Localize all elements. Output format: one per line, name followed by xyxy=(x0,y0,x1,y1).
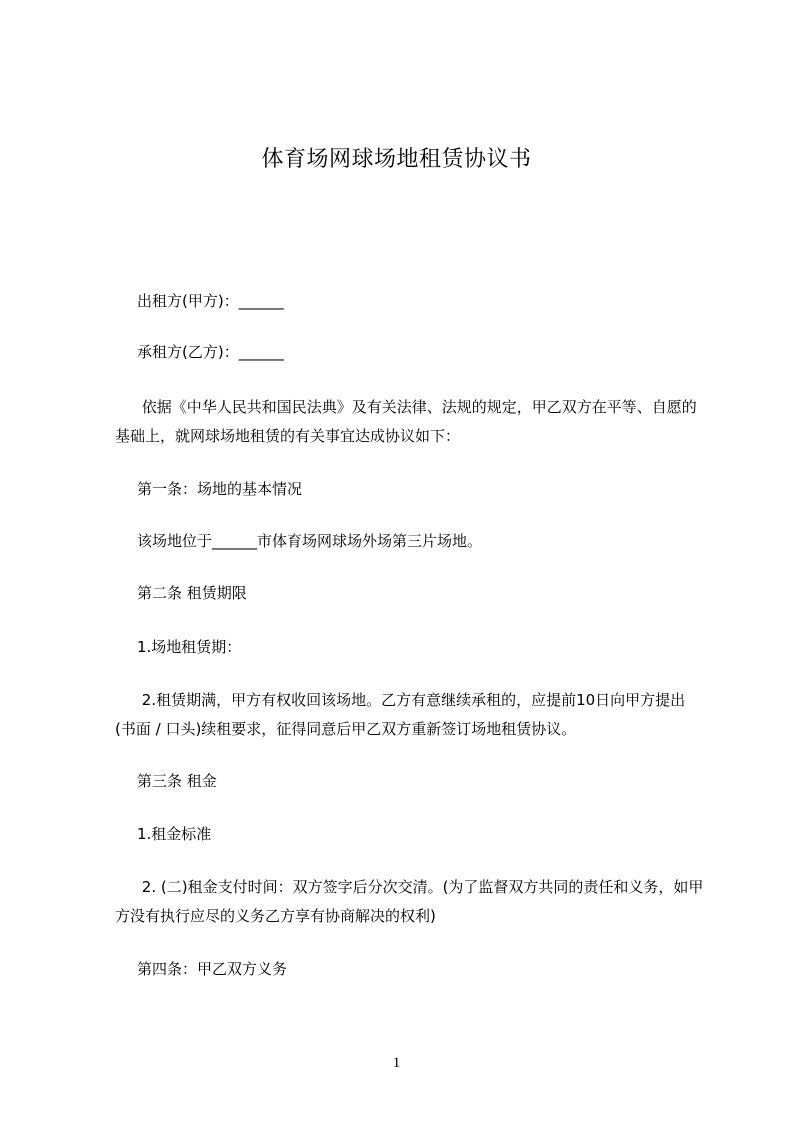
paragraph-article-2-heading: 第二条 租赁期限 xyxy=(137,584,247,602)
paragraph-lease-expiry: 2.租赁期满，甲方有权收回该场地。乙方有意继续承租的，应提前10日向甲方提出(书面 / 口头)续租要求，征得同意后甲乙双方重新签订场地租赁协议。 xyxy=(115,691,686,738)
paragraph-preamble: 依据《中华人民共和国民法典》及有关法律、法规的规定，甲乙双方在平等、自愿的基础上，就网球场地租赁的有关事宜达成协议如下： xyxy=(115,398,697,445)
paragraph-article-4-heading: 第四条：甲乙双方义务 xyxy=(137,960,288,978)
paragraph-article-3-heading: 第三条 租金 xyxy=(137,772,217,790)
paragraph-lessor: 出租方(甲方)：______ xyxy=(137,292,284,310)
page-number: 1 xyxy=(392,1055,401,1071)
document-title: 体育场网球场地租赁协议书 xyxy=(261,147,532,172)
paragraph-article-1-heading: 第一条：场地的基本情况 xyxy=(137,480,303,498)
paragraph-lessee: 承租方(乙方)：______ xyxy=(137,343,284,361)
paragraph-site-location: 该场地位于______市体育场网球场外场第三片场地。 xyxy=(137,532,483,550)
paragraph-lease-period: 1.场地租赁期： xyxy=(137,638,242,656)
paragraph-rent-standard: 1.租金标准 xyxy=(137,825,212,843)
paragraph-rent-payment: 2. (二)租金支付时间：双方签字后分次交清。(为了监督双方共同的责任和义务，如甲方没有执行应尽的义务乙方享有协商解决的权利) xyxy=(115,878,704,925)
